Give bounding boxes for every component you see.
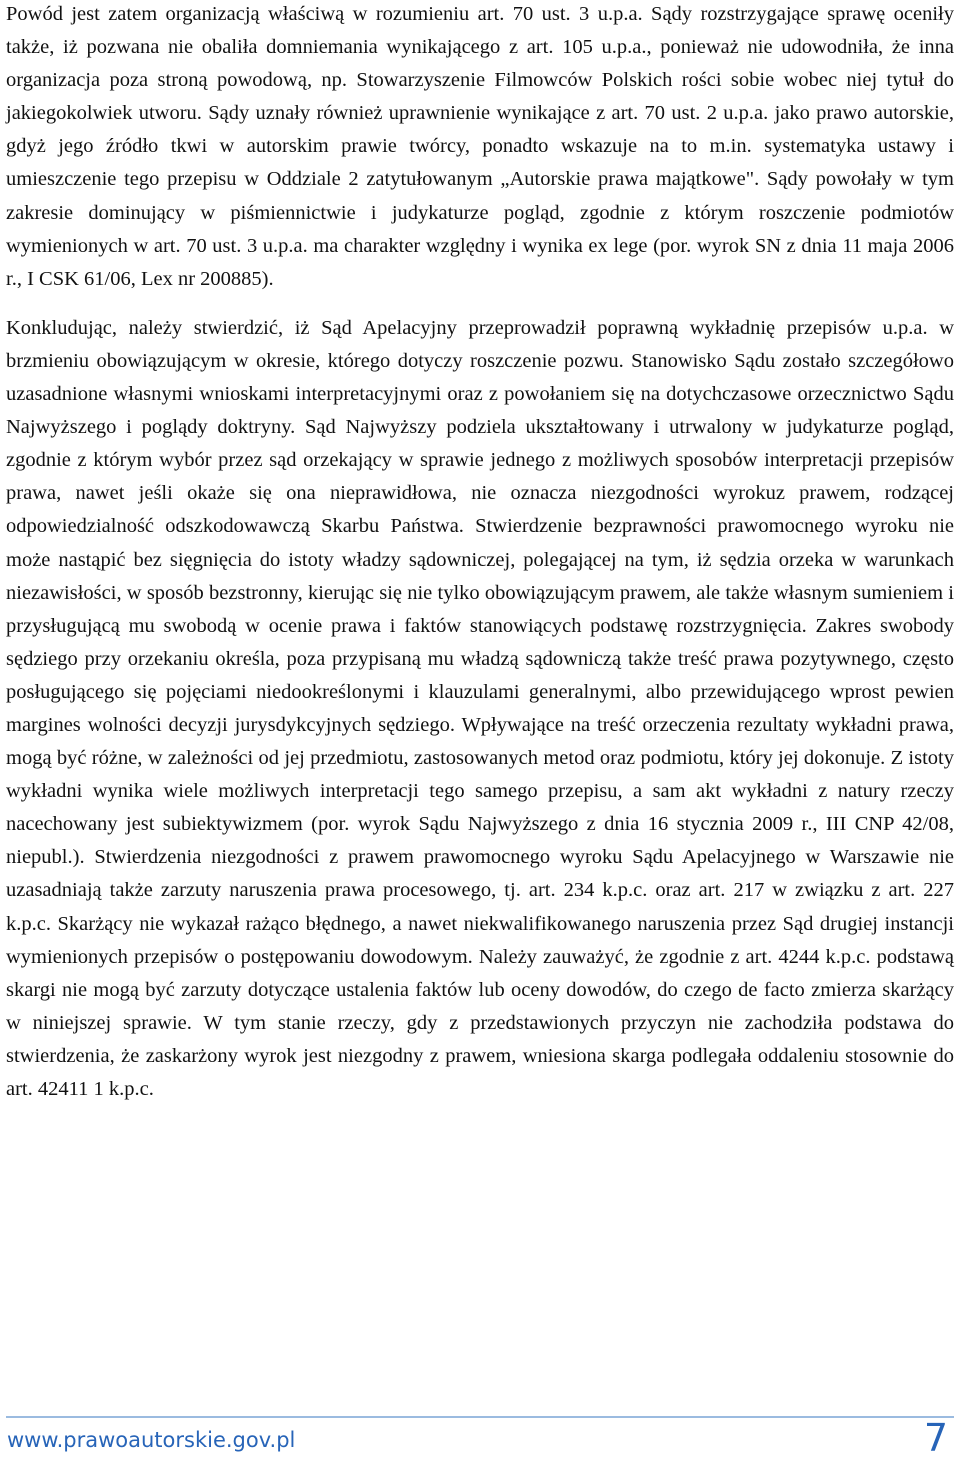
body-paragraph-1: Powód jest zatem organizacją właściwą w rozumieniu art. 70 ust. 3 u.p.a. Sądy rozstrzygające sprawę oceniły także, iż pozwana nie obaliła domniemania wynikającego z art. 105 u.p.a., ponieważ nie udowodniła, że inna organizacja poza stroną powodową, np. Stowarzyszenie Filmowców Polskich rości sobie wobec niej tytuł do jakiegokolwiek utworu. Sądy uznały również uprawnienie wynikające z art. 70 ust. 2 u.p.a. jako prawo autorskie, gdyż jego źródło tkwi w autorskim prawie twórcy, ponadto wskazuje na to m.in. systematyka ustawy i umieszczenie tego przepisu w Oddziale 2 zatytułowanym „Autorskie prawa majątkowe". Sądy powołały w tym zakresie dominujący w piśmiennictwie i judykaturze pogląd, zgodnie z którym roszczenie podmiotów wymienionych w art. 70 ust. 3 u.p.a. ma charakter względny i wynika ex lege (por. wyrok SN z dnia 11 maja 2006 r., I CSK 61/06, Lex nr 200885). xyxy=(6,3,954,290)
body-paragraph-2: Konkludując, należy stwierdzić, iż Sąd Apelacyjny przeprowadził poprawną wykładnię przepisów u.p.a. w brzmieniu obowiązującym w okresie, którego dotyczy roszczenie pozwu. Stanowisko Sądu zostało szczegółowo uzasadnione własnymi wnioskami interpretacyjnymi oraz z powołaniem się na dotychczasowe orzecznictwo Sądu Najwyższego i poglądy doktryny. Sąd Najwyższy podziela ukształtowany i utrwalony w judykaturze pogląd, zgodnie z którym wybór przez sąd orzekający w sprawie jednego z możliwych sposobów interpretacji przepisów prawa, nawet jeśli okaże się ona nieprawidłowa, nie oznacza niezgodności wyrokuz prawem, rodzącej odpowiedzialność odszkodowawczą Skarbu Państwa. Stwierdzenie bezprawności prawomocnego wyroku nie może nastąpić bez sięgnięcia do istoty władzy sądowniczej, polegającej na tym, iż sędzia orzeka w warunkach niezawisłości, w sposób bezstronny, kierując się nie tylko obowiązującym prawem, ale także własnym sumieniem i przysługującą mu swobodą w ocenie prawa i faktów stanowiących podstawę rozstrzygnięcia. Zakres swobody sędziego przy orzekaniu określa, poza przypisaną mu władzą sądowniczą także treść prawa pozytywnego, często posługującego się pojęciami niedookreślonymi i klauzulami generalnymi, albo przewidującego wprost pewien margines wolności decyzji jurysdykcyjnych sędziego. Wpływające na treść orzeczenia rezultaty wykładni prawa, mogą być różne, w zależności od jej przedmiotu, zastosowanych metod oraz podmiotu, który jej dokonuje. Z istoty wykładni wynika wiele możliwych interpretacji tego samego przepisu, a sam akt wykładni z natury rzeczy nacechowany jest subiektywizmem (por. wyrok Sądu Najwyższego z dnia 16 stycznia 2009 r., III CNP 42/08, niepubl.). Stwierdzenia niezgodności z prawem prawomocnego wyroku Sądu Apelacyjnego w Warszawie nie uzasadniają także zarzuty naruszenia prawa procesowego, tj. art. 234 k.p.c. oraz art. 217 w związku z art. 227 k.p.c. Skarżący nie wykazał rażąco błędnego, a nawet niekwalifikowanego naruszenia przez Sąd drugiej instancji wymienionych przepisów o postępowaniu dowodowym. Należy zauważyć, że zgodnie z art. 4244 k.p.c. podstawą skargi nie mogą być zarzuty dotyczące ustalenia faktów lub oceny dowodów, do czego de facto zmierza skarżący w niniejszej sprawie. W tym stanie rzeczy, gdy z przedstawionych przyczyn nie zachodziła podstawa do stwierdzenia, że zaskarżony wyrok jest niezgodny z prawem, wniesiona skarga podlegała oddaleniu stosownie do art. 42411 1 k.p.c. xyxy=(6,316,954,1100)
document-page xyxy=(6,0,954,1106)
footer-website-link[interactable]: www.prawoautorskie.gov.pl xyxy=(7,1428,296,1452)
footer-divider xyxy=(6,1416,954,1418)
page-number: 7 xyxy=(923,1416,948,1460)
